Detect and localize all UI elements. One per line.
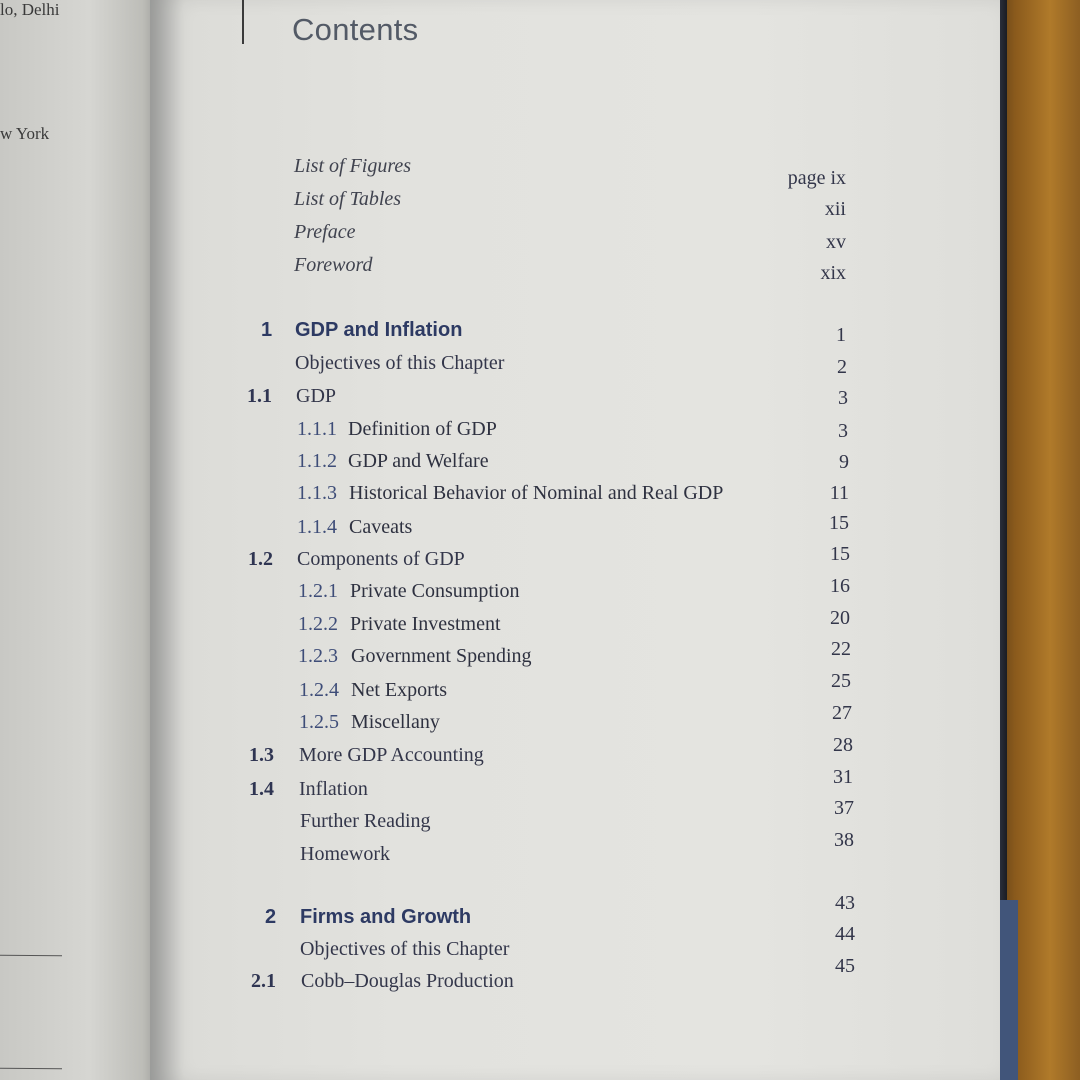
- subsection-number: 1.1.1: [297, 418, 337, 440]
- subsection-number: 1.2.3: [298, 645, 338, 667]
- toc-entry-page: 28: [833, 734, 853, 756]
- subsection-title: Miscellany: [351, 711, 440, 733]
- toc-entry-page: 45: [835, 955, 855, 977]
- toc-chapter-1[interactable]: [0, 319, 1080, 349]
- toc-subsection[interactable]: [0, 670, 1080, 709]
- toc-subsection[interactable]: [0, 482, 1080, 512]
- toc-entry-page: 15: [830, 543, 850, 565]
- toc-entry-page: 22: [831, 638, 851, 660]
- toc-section[interactable]: [0, 543, 1080, 578]
- toc-entry-page: 3: [838, 387, 848, 409]
- toc-entry-front-matter[interactable]: [0, 221, 1080, 251]
- toc-entry-title: Objectives of this Chapter: [295, 352, 505, 374]
- toc-subsection[interactable]: [0, 638, 1080, 675]
- toc-entry-page: 43: [835, 892, 855, 914]
- toc-entry-page: 16: [830, 575, 850, 597]
- toc-entry-page: 2: [837, 356, 847, 378]
- toc-entry-page: page ix: [787, 167, 846, 189]
- toc-entry-title: Foreword: [294, 254, 373, 276]
- toc-entry-title: Further Reading: [300, 810, 431, 832]
- toc-entry-front-matter[interactable]: [0, 188, 1080, 218]
- toc-subsection[interactable]: [0, 575, 1080, 610]
- left-page-rule: [0, 1068, 62, 1070]
- toc-entry-objectives[interactable]: [0, 923, 1080, 968]
- subsection-number: 1.2.5: [299, 711, 339, 733]
- section-number: 1.1: [247, 385, 272, 407]
- section-number: 2.1: [251, 970, 276, 992]
- toc-subsection[interactable]: [0, 450, 1080, 480]
- toc-entry-page: 25: [831, 670, 851, 692]
- subsection-number: 1.2.2: [298, 613, 338, 635]
- toc-entry-page: 44: [835, 923, 855, 945]
- toc-section[interactable]: [0, 766, 1080, 808]
- toc-entry-page: 1: [836, 324, 846, 346]
- toc-entry-page: xii: [824, 198, 846, 220]
- toc-subsection[interactable]: [0, 702, 1080, 741]
- section-title: More GDP Accounting: [299, 744, 484, 766]
- toc-chapter-2[interactable]: [0, 892, 1080, 936]
- toc-entry-page: 31: [833, 766, 853, 788]
- toc-entry-page: xv: [826, 231, 846, 253]
- toc-section[interactable]: [0, 385, 1080, 415]
- subsection-title: Government Spending: [351, 645, 532, 667]
- toc-entry-title: List of Figures: [294, 155, 412, 177]
- left-page-line: w York: [0, 124, 50, 143]
- toc-entry-page: 38: [834, 829, 854, 851]
- subsection-title: Net Exports: [351, 679, 448, 701]
- toc-entry-homework[interactable]: [0, 829, 1080, 873]
- section-number: 1.3: [249, 744, 274, 766]
- subsection-title: GDP and Welfare: [348, 450, 489, 472]
- chapter-title: Firms and Growth: [300, 906, 472, 928]
- chapter-number: 2: [265, 906, 277, 928]
- section-number: 1.2: [248, 548, 273, 570]
- chapter-number: 1: [261, 319, 273, 341]
- toc-section[interactable]: [0, 955, 1080, 1000]
- toc-subsection[interactable]: [0, 418, 1080, 448]
- subsection-number: 1.2.1: [298, 580, 338, 602]
- toc-entry-page: 37: [834, 797, 854, 819]
- toc-entry-page: 20: [830, 607, 850, 629]
- section-number: 1.4: [249, 778, 274, 800]
- subsection-number: 1.1.3: [297, 482, 337, 504]
- page-title: Contents: [292, 12, 419, 47]
- toc-entry-further-reading[interactable]: [0, 797, 1080, 840]
- toc-entry-title: Homework: [300, 843, 390, 865]
- subsection-title: Definition of GDP: [348, 418, 497, 440]
- toc-entry-page: 15: [829, 512, 849, 534]
- toc-entry-title: Objectives of this Chapter: [300, 938, 510, 960]
- gutter-mark: [242, 0, 244, 44]
- subsection-title: Private Consumption: [350, 580, 520, 602]
- toc-entry-title: Preface: [294, 221, 356, 243]
- subsection-number: 1.1.2: [297, 450, 337, 472]
- left-page-line: lo, Delhi: [0, 0, 60, 19]
- subsection-number: 1.1.4: [297, 516, 337, 538]
- toc-entry-page: xix: [820, 262, 846, 284]
- section-title: Inflation: [299, 778, 368, 800]
- toc-subsection[interactable]: [0, 512, 1080, 546]
- section-title: Components of GDP: [297, 548, 465, 570]
- toc-entry-page: 27: [832, 702, 852, 724]
- toc-entry-front-matter[interactable]: [0, 155, 1080, 189]
- toc-section[interactable]: [0, 734, 1080, 774]
- subsection-title: Private Investment: [350, 613, 501, 635]
- toc-subsection[interactable]: [0, 607, 1080, 643]
- chapter-title: GDP and Inflation: [295, 319, 463, 341]
- toc-entry-front-matter[interactable]: [0, 254, 1080, 284]
- toc-entry-title: List of Tables: [294, 188, 402, 210]
- toc-entry-page: 3: [838, 420, 848, 442]
- toc-entry-page: 9: [839, 451, 849, 473]
- subsection-title: Caveats: [349, 516, 413, 538]
- subsection-number: 1.2.4: [299, 679, 339, 701]
- section-title: Cobb–Douglas Production: [301, 970, 514, 992]
- subsection-title: Historical Behavior of Nominal and Real GDP: [349, 482, 724, 504]
- toc-entry-objectives[interactable]: [0, 352, 1080, 382]
- section-title: GDP: [296, 385, 337, 407]
- toc-entry-page: 11: [829, 482, 849, 504]
